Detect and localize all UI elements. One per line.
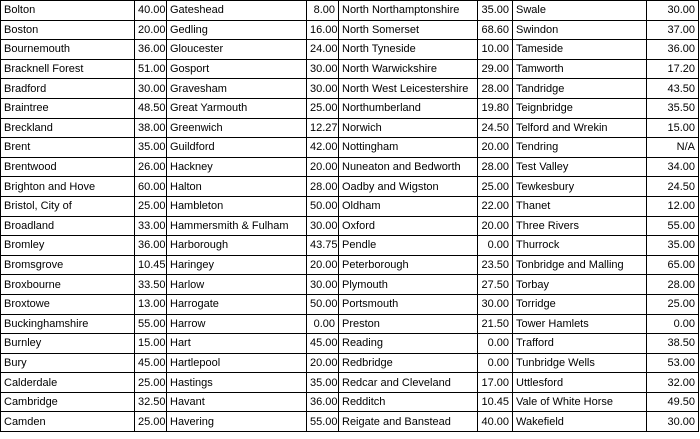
area-value-cell: 19.80: [478, 98, 513, 118]
area-value-cell: 25.00: [307, 98, 339, 118]
area-name-cell: Vale of White Horse: [513, 392, 647, 412]
area-value-cell: 30.00: [307, 79, 339, 99]
area-name-cell: Northumberland: [339, 98, 478, 118]
area-name-cell: Bracknell Forest: [1, 59, 135, 79]
area-name-cell: Bromsgrove: [1, 255, 135, 275]
area-value-cell: 20.00: [478, 138, 513, 158]
area-name-cell: Buckinghamshire: [1, 314, 135, 334]
area-name-cell: Broadland: [1, 216, 135, 236]
area-value-cell: 36.00: [307, 392, 339, 412]
table-row: [1, 216, 699, 236]
area-value-cell: 20.00: [307, 157, 339, 177]
area-name-cell: Peterborough: [339, 255, 478, 275]
table-row: [1, 79, 699, 99]
area-name-cell: Havering: [167, 412, 307, 432]
area-name-cell: North Somerset: [339, 20, 478, 40]
area-value-cell: 26.00: [135, 157, 167, 177]
area-value-cell: 55.00: [647, 216, 699, 236]
area-name-cell: Teignbridge: [513, 98, 647, 118]
area-value-cell: 0.00: [478, 236, 513, 256]
area-value-cell: 20.00: [307, 353, 339, 373]
table-row: [1, 1, 699, 21]
area-name-cell: Trafford: [513, 334, 647, 354]
table-row: [1, 157, 699, 177]
table-row: [1, 392, 699, 412]
area-name-cell: Redcar and Cleveland: [339, 373, 478, 393]
area-name-cell: Broxtowe: [1, 294, 135, 314]
area-name-cell: Greenwich: [167, 118, 307, 138]
area-value-cell: 12.00: [647, 196, 699, 216]
area-value-cell: 35.50: [647, 98, 699, 118]
area-name-cell: Tameside: [513, 40, 647, 60]
area-name-cell: Tandridge: [513, 79, 647, 99]
table-row: [1, 118, 699, 138]
area-value-cell: 25.00: [135, 373, 167, 393]
area-value-cell: 30.00: [307, 216, 339, 236]
area-value-cell: 42.00: [307, 138, 339, 158]
area-value-cell: 15.00: [135, 334, 167, 354]
area-name-cell: Bradford: [1, 79, 135, 99]
area-value-cell: N/A: [647, 138, 699, 158]
table-row: [1, 353, 699, 373]
area-value-cell: 21.50: [478, 314, 513, 334]
area-value-cell: 16.00: [307, 20, 339, 40]
table-row: [1, 20, 699, 40]
table-row: [1, 373, 699, 393]
area-value-cell: 0.00: [307, 314, 339, 334]
table-row: [1, 98, 699, 118]
area-name-cell: Oadby and Wigston: [339, 177, 478, 197]
area-name-cell: Hartlepool: [167, 353, 307, 373]
area-value-cell: 43.50: [647, 79, 699, 99]
table-row: [1, 275, 699, 295]
area-value-cell: 23.50: [478, 255, 513, 275]
area-name-cell: Gravesham: [167, 79, 307, 99]
area-name-cell: Swale: [513, 1, 647, 21]
table-row: [1, 196, 699, 216]
area-name-cell: Torbay: [513, 275, 647, 295]
area-value-cell: 55.00: [135, 314, 167, 334]
area-value-cell: 35.00: [478, 1, 513, 21]
area-name-cell: Three Rivers: [513, 216, 647, 236]
area-name-cell: Oxford: [339, 216, 478, 236]
area-value-cell: 25.00: [135, 412, 167, 432]
area-name-cell: Camden: [1, 412, 135, 432]
area-value-cell: 8.00: [307, 1, 339, 21]
area-name-cell: Tower Hamlets: [513, 314, 647, 334]
area-value-cell: 17.20: [647, 59, 699, 79]
area-name-cell: Brighton and Hove: [1, 177, 135, 197]
area-name-cell: Torridge: [513, 294, 647, 314]
area-value-cell: 32.50: [135, 392, 167, 412]
area-name-cell: Reigate and Banstead: [339, 412, 478, 432]
area-value-cell: 45.00: [135, 353, 167, 373]
area-value-cell: 10.00: [478, 40, 513, 60]
table-row: [1, 294, 699, 314]
area-value-cell: 28.00: [307, 177, 339, 197]
area-name-cell: Hackney: [167, 157, 307, 177]
area-name-cell: Pendle: [339, 236, 478, 256]
area-value-cell: 48.50: [135, 98, 167, 118]
area-value-cell: 43.75: [307, 236, 339, 256]
area-value-cell: 30.00: [478, 294, 513, 314]
area-name-cell: Harrogate: [167, 294, 307, 314]
area-name-cell: Burnley: [1, 334, 135, 354]
area-name-cell: Harborough: [167, 236, 307, 256]
area-name-cell: Thanet: [513, 196, 647, 216]
area-value-cell: 20.00: [478, 216, 513, 236]
area-value-cell: 35.00: [307, 373, 339, 393]
area-value-cell: 20.00: [307, 255, 339, 275]
area-value-cell: 32.00: [647, 373, 699, 393]
area-value-cell: 40.00: [135, 1, 167, 21]
area-name-cell: Cambridge: [1, 392, 135, 412]
area-name-cell: Boston: [1, 20, 135, 40]
table-row: [1, 40, 699, 60]
area-value-cell: 65.00: [647, 255, 699, 275]
area-value-cell: 55.00: [307, 412, 339, 432]
area-value-cell: 28.00: [647, 275, 699, 295]
area-value-cell: 25.00: [478, 177, 513, 197]
area-value-cell: 17.00: [478, 373, 513, 393]
area-value-cell: 50.00: [307, 196, 339, 216]
area-value-cell: 33.00: [135, 216, 167, 236]
area-value-cell: 35.00: [647, 236, 699, 256]
area-value-cell: 37.00: [647, 20, 699, 40]
area-name-cell: Guildford: [167, 138, 307, 158]
table-row: [1, 236, 699, 256]
area-value-cell: 25.00: [647, 294, 699, 314]
area-value-cell: 25.00: [135, 196, 167, 216]
area-value-cell: 60.00: [135, 177, 167, 197]
area-name-cell: Bury: [1, 353, 135, 373]
area-name-cell: Gateshead: [167, 1, 307, 21]
area-value-cell: 35.00: [135, 138, 167, 158]
table-row: [1, 177, 699, 197]
area-name-cell: Preston: [339, 314, 478, 334]
area-name-cell: Hambleton: [167, 196, 307, 216]
area-name-cell: Tunbridge Wells: [513, 353, 647, 373]
area-name-cell: Bournemouth: [1, 40, 135, 60]
area-name-cell: Halton: [167, 177, 307, 197]
area-value-cell: 40.00: [478, 412, 513, 432]
area-name-cell: Harrow: [167, 314, 307, 334]
area-name-cell: Great Yarmouth: [167, 98, 307, 118]
area-name-cell: Breckland: [1, 118, 135, 138]
area-value-cell: 29.00: [478, 59, 513, 79]
area-name-cell: Telford and Wrekin: [513, 118, 647, 138]
area-value-cell: 36.00: [135, 40, 167, 60]
area-name-cell: Redbridge: [339, 353, 478, 373]
area-name-cell: Harlow: [167, 275, 307, 295]
area-value-cell: 38.00: [135, 118, 167, 138]
area-name-cell: Hammersmith & Fulham: [167, 216, 307, 236]
area-name-cell: Broxbourne: [1, 275, 135, 295]
area-name-cell: North Northamptonshire: [339, 1, 478, 21]
area-name-cell: Swindon: [513, 20, 647, 40]
area-name-cell: Bolton: [1, 1, 135, 21]
area-name-cell: Havant: [167, 392, 307, 412]
area-value-cell: 30.00: [135, 79, 167, 99]
area-name-cell: Tendring: [513, 138, 647, 158]
area-value-cell: 24.50: [478, 118, 513, 138]
area-value-cell: 50.00: [307, 294, 339, 314]
area-name-cell: Tewkesbury: [513, 177, 647, 197]
area-value-cell: 36.00: [647, 40, 699, 60]
area-name-cell: Bristol, City of: [1, 196, 135, 216]
area-name-cell: Portsmouth: [339, 294, 478, 314]
area-value-cell: 30.00: [307, 275, 339, 295]
area-value-cell: 53.00: [647, 353, 699, 373]
table-row: [1, 255, 699, 275]
area-value-cell: 30.00: [307, 59, 339, 79]
area-value-cell: 0.00: [478, 353, 513, 373]
table-row: [1, 334, 699, 354]
area-value-cell: 28.00: [478, 157, 513, 177]
area-name-cell: Nuneaton and Bedworth: [339, 157, 478, 177]
area-value-cell: 36.00: [135, 236, 167, 256]
area-value-cell: 0.00: [478, 334, 513, 354]
area-value-cell: 24.00: [307, 40, 339, 60]
area-name-cell: Gosport: [167, 59, 307, 79]
area-name-cell: Plymouth: [339, 275, 478, 295]
area-name-cell: Norwich: [339, 118, 478, 138]
area-name-cell: North Tyneside: [339, 40, 478, 60]
area-value-cell: 24.50: [647, 177, 699, 197]
area-value-cell: 38.50: [647, 334, 699, 354]
area-name-cell: Bromley: [1, 236, 135, 256]
area-name-cell: Hart: [167, 334, 307, 354]
area-name-cell: Hastings: [167, 373, 307, 393]
table-row: [1, 412, 699, 432]
table-row: [1, 59, 699, 79]
area-name-cell: North Warwickshire: [339, 59, 478, 79]
area-name-cell: Tonbridge and Malling: [513, 255, 647, 275]
area-name-cell: Thurrock: [513, 236, 647, 256]
area-value-cell: 33.50: [135, 275, 167, 295]
area-name-cell: Test Valley: [513, 157, 647, 177]
area-name-cell: Gloucester: [167, 40, 307, 60]
area-value-cell: 10.45: [478, 392, 513, 412]
area-value-cell: 28.00: [478, 79, 513, 99]
area-name-cell: Gedling: [167, 20, 307, 40]
area-value-cell: 49.50: [647, 392, 699, 412]
table-row: [1, 314, 699, 334]
area-name-cell: Brentwood: [1, 157, 135, 177]
area-name-cell: Nottingham: [339, 138, 478, 158]
area-value-cell: 30.00: [647, 1, 699, 21]
area-name-cell: Haringey: [167, 255, 307, 275]
area-value-cell: 34.00: [647, 157, 699, 177]
area-name-cell: North West Leicestershire: [339, 79, 478, 99]
area-value-cell: 51.00: [135, 59, 167, 79]
area-name-cell: Oldham: [339, 196, 478, 216]
area-value-cell: 10.45: [135, 255, 167, 275]
area-value-cell: 68.60: [478, 20, 513, 40]
area-value-cell: 27.50: [478, 275, 513, 295]
table-body: [1, 1, 699, 432]
area-name-cell: Calderdale: [1, 373, 135, 393]
area-name-cell: Reading: [339, 334, 478, 354]
area-name-cell: Braintree: [1, 98, 135, 118]
area-value-cell: 30.00: [647, 412, 699, 432]
area-name-cell: Brent: [1, 138, 135, 158]
area-name-cell: Redditch: [339, 392, 478, 412]
table-row: [1, 138, 699, 158]
area-value-cell: 13.00: [135, 294, 167, 314]
area-name-cell: Wakefield: [513, 412, 647, 432]
area-name-cell: Uttlesford: [513, 373, 647, 393]
area-value-cell: 0.00: [647, 314, 699, 334]
area-value-cell: 20.00: [135, 20, 167, 40]
area-value-cell: 45.00: [307, 334, 339, 354]
area-name-cell: Tamworth: [513, 59, 647, 79]
area-value-cell: 12.27: [307, 118, 339, 138]
area-value-cell: 15.00: [647, 118, 699, 138]
area-value-cell: 22.00: [478, 196, 513, 216]
